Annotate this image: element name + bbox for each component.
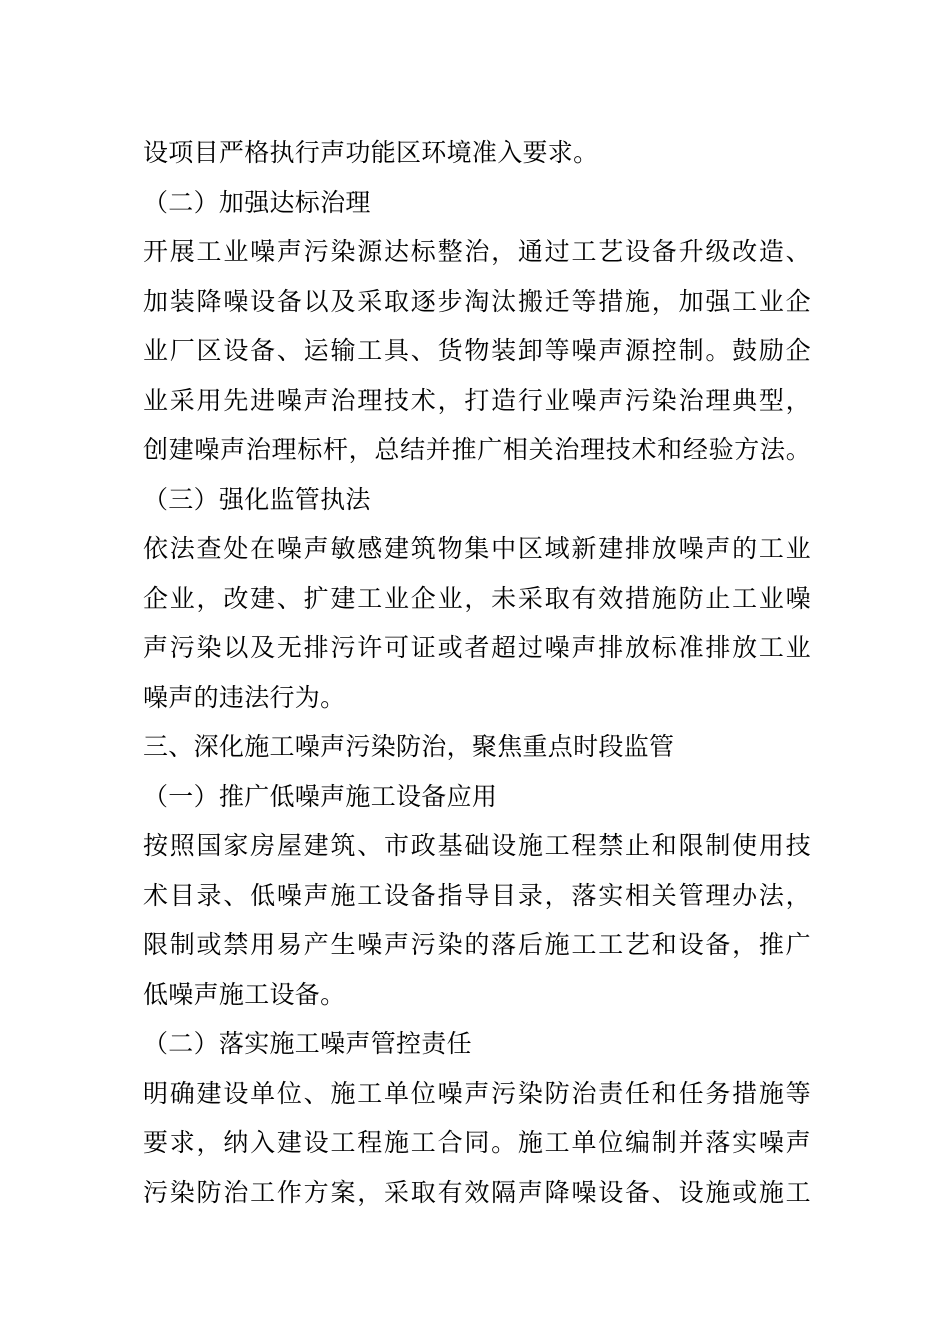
chapter-heading: 三、深化施工噪声污染防治，聚焦重点时段监管 [143, 732, 675, 761]
text-line: 限制或禁用易产生噪声污染的落后施工工艺和设备，推广 [143, 930, 811, 959]
text-line: 加装降噪设备以及采取逐步淘汰搬迁等措施，加强工业企 [143, 286, 811, 316]
text-line: 术目录、低噪声施工设备指导目录，落实相关管理办法， [143, 880, 811, 910]
text-line: 设项目严格执行声功能区环境准入要求。 [143, 138, 599, 167]
section-heading: （三）强化监管执法 [143, 484, 371, 514]
text-line: 业厂区设备、运输工具、货物装卸等噪声源控制。鼓励企 [143, 336, 811, 365]
text-line: 业采用先进噪声治理技术，打造行业噪声污染治理典型， [143, 385, 811, 415]
text-line: 要求，纳入建设工程施工合同。施工单位编制并落实噪声 [143, 1128, 811, 1157]
text-line: 企业，改建、扩建工业企业，未采取有效措施防止工业噪 [143, 583, 811, 613]
text-line: 创建噪声治理标杆，总结并推广相关治理技术和经验方法。 [143, 435, 811, 464]
section-heading: （二）加强达标治理 [143, 187, 371, 217]
text-line: 明确建设单位、施工单位噪声污染防治责任和任务措施等 [143, 1078, 811, 1108]
text-line: 依法查处在噪声敏感建筑物集中区域新建排放噪声的工业 [143, 534, 811, 563]
section-heading: （二）落实施工噪声管控责任 [143, 1029, 472, 1058]
text-line: 开展工业噪声污染源达标整治，通过工艺设备升级改造、 [143, 237, 811, 266]
text-line: 按照国家房屋建筑、市政基础设施工程禁止和限制使用技 [143, 831, 811, 860]
document-body [143, 128, 811, 1217]
text-line: 声污染以及无排污许可证或者超过噪声排放标准排放工业 [143, 633, 811, 662]
text-line: 低噪声施工设备。 [143, 979, 346, 1009]
text-line: 污染防治工作方案，采取有效隔声降噪设备、设施或施工 [143, 1177, 811, 1207]
text-line: 噪声的违法行为。 [143, 682, 346, 712]
section-heading: （一）推广低噪声施工设备应用 [143, 781, 498, 811]
